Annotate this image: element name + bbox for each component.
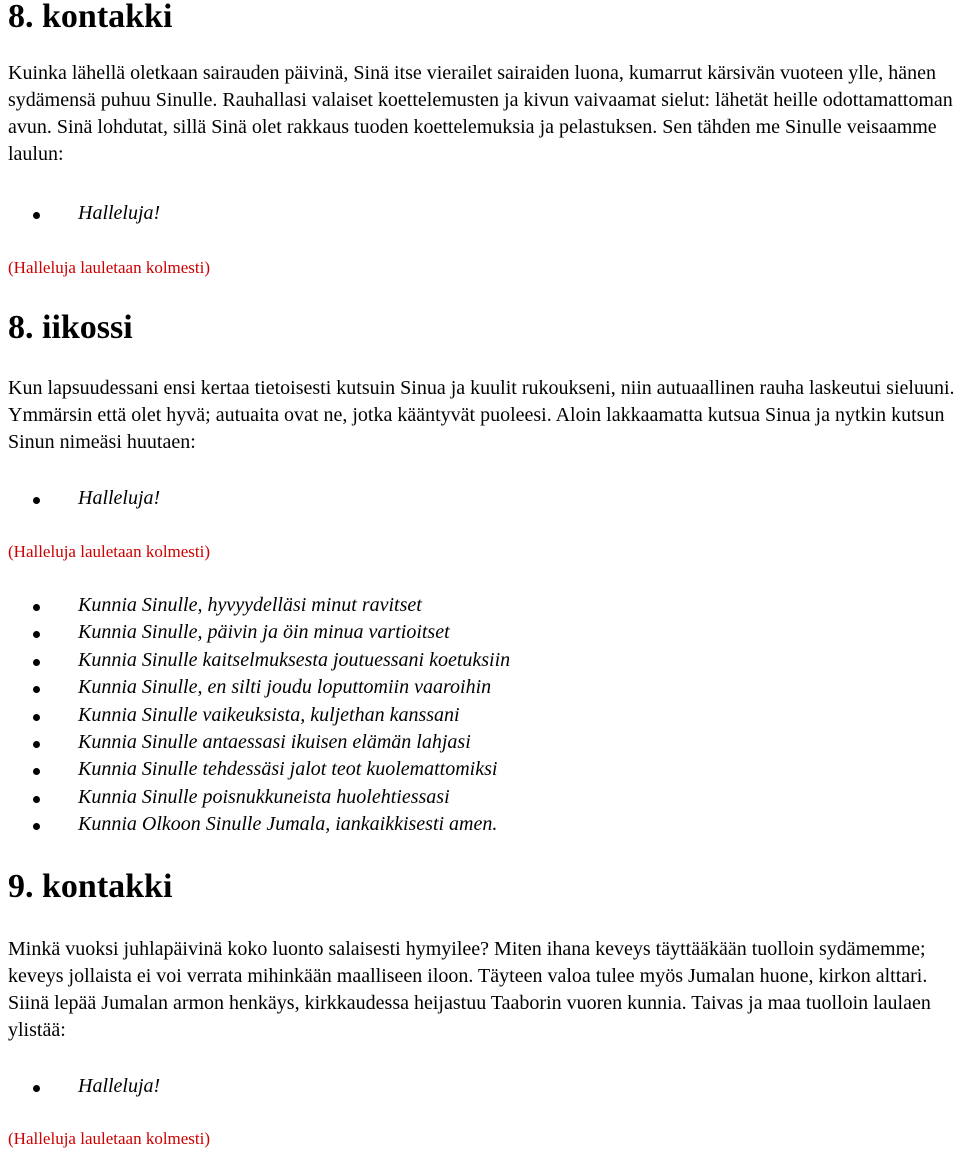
kunnia-item: Kunnia Sinulle poisnukkuneista huolehtiessasi: [8, 784, 958, 811]
section-heading-8-kontakki: 8. kontakki: [8, 0, 173, 35]
kunnia-item: Kunnia Sinulle antaessasi ikuisen elämän lahjasi: [8, 729, 958, 756]
kunnia-item: Kunnia Sinulle tehdessäsi jalot teot kuolemattomiksi: [8, 756, 958, 783]
section-heading-9-kontakki: 9. kontakki: [8, 868, 173, 905]
kunnia-item: Kunnia Sinulle kaitselmuksesta joutuessani koetuksiin: [8, 647, 958, 674]
halleluja-item: Halleluja!: [8, 200, 958, 227]
halleluja-list-2: [8, 485, 958, 512]
kunnia-item: Kunnia Sinulle, hyvyydelläsi minut ravitset: [8, 592, 958, 619]
halleluja-item: Halleluja!: [8, 1073, 958, 1100]
halleluja-list-3: [8, 1073, 958, 1100]
halleluja-list-1: [8, 200, 958, 227]
halleluja-item: Halleluja!: [8, 485, 958, 512]
section-paragraph-9-kontakki: Minkä vuoksi juhlapäivinä koko luonto salaisesti hymyilee? Miten ihana keveys täyttääkään tuolloin sydämemme; keveys jollaista ei voi verrata mihinkään maalliseen iloon. Täyteen valoa tulee myös Jumalan huone, kirkon alttari. Siinä lepää Jumalan armon henkäys, kirkkaudessa heijastuu Taaborin vuoren kunnia. Taivas ja maa tuolloin laulaen ylistää:: [8, 938, 931, 1041]
section-paragraph-8-kontakki: Kuinka lähellä oletkaan sairauden päivinä, Sinä itse vierailet sairaiden luona, kumarrut kärsivän vuoteen ylle, hänen sydämensä puhuu Sinulle. Rauhallasi valaiset koettelemusten ja kivun vaivaamat sielut: lähetät heille odottamattoman avun. Sinä lohdutat, sillä Sinä olet rakkaus tuoden koettelemuksia ja pelastuksen. Sen tähden me Sinulle veisaamme laulun:: [8, 62, 953, 165]
section-paragraph-8-iikossi: Kun lapsuudessani ensi kertaa tietoisesti kutsuin Sinua ja kuulit rukoukseni, niin autuaallinen rauha laskeutui sieluuni. Ymmärsin että olet hyvä; autuaita ovat ne, jotka kääntyvät puoleesi. Aloin lakkaamatta kutsua Sinua ja nytkin kutsun Sinun nimeäsi huutaen:: [8, 377, 955, 453]
repeat-note-2: (Halleluja lauletaan kolmesti): [8, 542, 211, 561]
kunnia-item: Kunnia Olkoon Sinulle Jumala, iankaikkisesti amen.: [8, 811, 958, 838]
repeat-note-3: (Halleluja lauletaan kolmesti): [8, 1129, 211, 1148]
kunnia-item: Kunnia Sinulle vaikeuksista, kuljethan kanssani: [8, 702, 958, 729]
section-heading-8-iikossi: 8. iikossi: [8, 309, 133, 346]
kunnia-item: Kunnia Sinulle, päivin ja öin minua vartioitset: [8, 619, 958, 646]
repeat-note-1: (Halleluja lauletaan kolmesti): [8, 258, 211, 277]
kunnia-list: [8, 592, 958, 839]
kunnia-item: Kunnia Sinulle, en silti joudu loputtomiin vaaroihin: [8, 674, 958, 701]
